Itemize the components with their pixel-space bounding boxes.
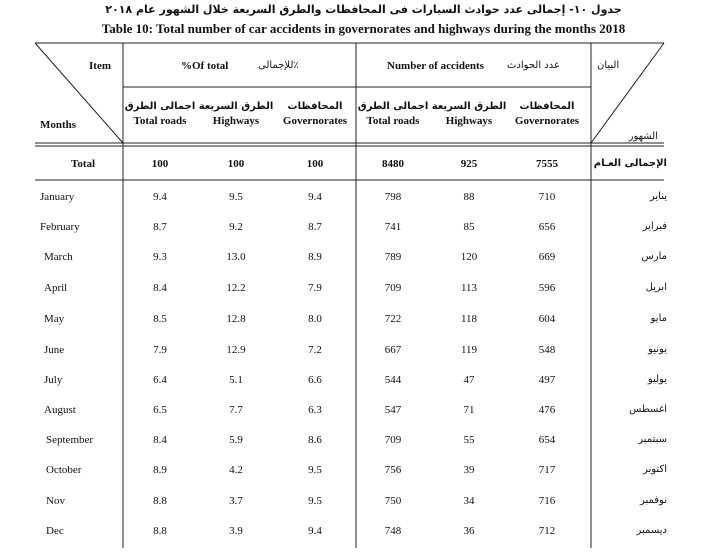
table-title-arabic: جدول ١٠- إجمالى عدد حوادث السيارات فى المحافظات والطرق السريعة خلال الشهور عام ٢٠١٨ bbox=[105, 3, 622, 16]
cell-num-total: 741 bbox=[384, 221, 402, 233]
cell-pct-gov: 8.9 bbox=[308, 251, 322, 263]
cell-num-total: 547 bbox=[384, 404, 402, 416]
cell-num-total: 798 bbox=[384, 191, 402, 203]
cell-num-highways: 118 bbox=[460, 313, 478, 325]
month-label-en: January bbox=[40, 191, 75, 203]
cell-num-gov: 716 bbox=[538, 495, 556, 507]
subheader-pct-total-ar: اجمالى الطرق bbox=[124, 101, 196, 112]
total-pct-total: 100 bbox=[151, 158, 169, 170]
cell-pct-gov: 7.9 bbox=[308, 282, 322, 294]
month-label-en: March bbox=[44, 251, 73, 263]
cell-pct-highways: 4.2 bbox=[229, 464, 243, 476]
cell-pct-total: 8.4 bbox=[153, 282, 167, 294]
cell-num-highways: 88 bbox=[463, 191, 475, 203]
cell-num-total: 709 bbox=[384, 282, 402, 294]
cell-num-highways: 71 bbox=[463, 404, 475, 416]
table-title-english: Table 10: Total number of car accidents in governorates and highways during the months 2018 bbox=[101, 21, 626, 36]
cell-num-highways: 119 bbox=[460, 344, 478, 356]
month-label-ar: ابريل bbox=[645, 282, 667, 293]
total-num-total: 8480 bbox=[382, 158, 404, 170]
month-label-ar: يوليو bbox=[647, 374, 667, 385]
cell-pct-gov: 9.4 bbox=[308, 525, 322, 537]
cell-num-gov: 476 bbox=[538, 404, 556, 416]
month-label-en: May bbox=[44, 313, 65, 325]
cell-pct-highways: 12.8 bbox=[226, 313, 246, 325]
total-label-en: Total bbox=[71, 158, 96, 170]
cell-pct-total: 8.7 bbox=[153, 221, 167, 233]
cell-num-total: 789 bbox=[384, 251, 402, 263]
subheader-pct-highways bbox=[199, 100, 274, 128]
cell-pct-highways: 13.0 bbox=[226, 251, 246, 263]
month-label-en: October bbox=[46, 464, 82, 476]
cell-num-highways: 47 bbox=[463, 374, 475, 386]
cell-num-total: 544 bbox=[384, 374, 402, 386]
cell-num-gov: 712 bbox=[538, 525, 556, 537]
month-label-ar: فبراير bbox=[642, 221, 667, 232]
subheader-num-highways bbox=[432, 100, 507, 128]
cell-num-total: 750 bbox=[384, 495, 402, 507]
cell-pct-highways: 5.1 bbox=[229, 374, 243, 386]
month-label-ar: ديسمبر bbox=[636, 525, 667, 536]
subheader-pct-gov-ar: المحافظات bbox=[287, 101, 343, 112]
month-label-en: September bbox=[46, 434, 94, 446]
cell-num-highways: 36 bbox=[463, 525, 475, 537]
cell-pct-total: 6.5 bbox=[153, 404, 167, 416]
header-bayan-ar: البيان bbox=[597, 60, 620, 71]
cell-num-gov: 548 bbox=[538, 344, 556, 356]
header-num-group-en: Number of accidents bbox=[387, 60, 484, 72]
month-label-en: April bbox=[44, 282, 68, 294]
subheader-num-gov-en: Governorates bbox=[514, 115, 580, 127]
cell-pct-total: 8.4 bbox=[153, 434, 167, 446]
cell-pct-gov: 9.4 bbox=[308, 191, 322, 203]
header-shohour-ar: الشهور bbox=[628, 131, 658, 142]
cell-num-gov: 604 bbox=[538, 313, 556, 325]
month-label-ar: اغسطس bbox=[629, 404, 667, 415]
header-months: Months bbox=[40, 119, 77, 131]
month-label-ar: سبتمبر bbox=[638, 434, 667, 445]
cell-pct-highways: 12.2 bbox=[226, 282, 246, 294]
cell-pct-gov: 8.0 bbox=[308, 313, 322, 325]
total-num-highways: 925 bbox=[460, 158, 478, 170]
cell-num-gov: 654 bbox=[538, 434, 556, 446]
cell-pct-total: 9.4 bbox=[153, 191, 167, 203]
cell-num-gov: 656 bbox=[538, 221, 556, 233]
month-label-ar: نوفمبر bbox=[639, 495, 667, 506]
cell-pct-gov: 9.5 bbox=[308, 464, 322, 476]
subheader-num-gov bbox=[515, 100, 579, 128]
cell-num-gov: 596 bbox=[538, 282, 556, 294]
month-label-en: June bbox=[44, 344, 65, 356]
cell-num-gov: 669 bbox=[538, 251, 556, 263]
subheader-pct-highways-en: Highways bbox=[212, 115, 260, 127]
month-label-ar: مارس bbox=[641, 251, 667, 262]
cell-pct-total: 8.8 bbox=[153, 495, 167, 507]
month-label-en: Dec bbox=[46, 525, 64, 537]
subheader-num-total-ar: اجمالى الطرق bbox=[357, 101, 429, 112]
subheader-pct-total bbox=[125, 100, 196, 128]
cell-pct-gov: 8.6 bbox=[308, 434, 322, 446]
cell-num-highways: 120 bbox=[460, 251, 478, 263]
cell-num-total: 756 bbox=[384, 464, 402, 476]
cell-pct-gov: 7.2 bbox=[308, 344, 322, 356]
total-label-ar: الإجمالى العـام bbox=[593, 158, 667, 169]
cell-num-highways: 39 bbox=[463, 464, 475, 476]
cell-num-highways: 85 bbox=[463, 221, 475, 233]
header-item: Item bbox=[89, 60, 111, 72]
header-num-group-ar: عدد الحوادث bbox=[507, 60, 560, 71]
cell-pct-highways: 7.7 bbox=[229, 404, 243, 416]
subheader-pct-gov bbox=[283, 100, 347, 128]
cell-num-highways: 113 bbox=[460, 282, 478, 294]
cell-pct-total: 8.8 bbox=[153, 525, 167, 537]
subheader-num-highways-ar: الطرق السريعة bbox=[431, 101, 507, 112]
cell-pct-total: 8.5 bbox=[153, 313, 167, 325]
cell-pct-total: 8.9 bbox=[153, 464, 167, 476]
subheader-num-total-en: Total roads bbox=[366, 115, 420, 127]
cell-num-total: 709 bbox=[384, 434, 402, 446]
cell-num-highways: 34 bbox=[463, 495, 475, 507]
month-label-en: February bbox=[40, 221, 80, 233]
subheader-num-gov-ar: المحافظات bbox=[519, 101, 575, 112]
cell-pct-highways: 9.2 bbox=[229, 221, 243, 233]
cell-num-total: 748 bbox=[384, 525, 402, 537]
cell-pct-highways: 5.9 bbox=[229, 434, 243, 446]
month-label-en: Nov bbox=[46, 495, 65, 507]
cell-pct-gov: 6.6 bbox=[308, 374, 322, 386]
cell-pct-highways: 3.9 bbox=[229, 525, 243, 537]
cell-num-gov: 497 bbox=[538, 374, 556, 386]
cell-num-total: 667 bbox=[384, 344, 402, 356]
cell-pct-gov: 9.5 bbox=[308, 495, 322, 507]
header-pct-group-ar: ٪للإجمالى bbox=[258, 60, 299, 71]
cell-pct-highways: 9.5 bbox=[229, 191, 243, 203]
month-label-en: July bbox=[44, 374, 63, 386]
total-pct-highways: 100 bbox=[227, 158, 245, 170]
subheader-pct-highways-ar: الطرق السريعة bbox=[198, 101, 274, 112]
cell-num-gov: 710 bbox=[538, 191, 556, 203]
cell-pct-total: 7.9 bbox=[153, 344, 167, 356]
month-label-ar: يونيو bbox=[648, 344, 667, 355]
cell-pct-highways: 3.7 bbox=[229, 495, 243, 507]
month-label-ar: يناير bbox=[649, 191, 667, 202]
header-pct-group-en: %Of total bbox=[181, 60, 229, 72]
cell-num-gov: 717 bbox=[538, 464, 556, 476]
cell-pct-total: 9.3 bbox=[153, 251, 167, 263]
total-pct-gov: 100 bbox=[306, 158, 324, 170]
subheader-pct-gov-en: Governorates bbox=[282, 115, 348, 127]
month-label-en: August bbox=[44, 404, 76, 416]
cell-pct-highways: 12.9 bbox=[226, 344, 246, 356]
month-label-ar: مايو bbox=[650, 313, 667, 324]
subheader-num-total bbox=[358, 100, 429, 128]
subheader-pct-total-en: Total roads bbox=[133, 115, 187, 127]
cell-num-highways: 55 bbox=[463, 434, 475, 446]
cell-pct-gov: 6.3 bbox=[308, 404, 322, 416]
cell-pct-gov: 8.7 bbox=[308, 221, 322, 233]
total-num-gov: 7555 bbox=[536, 158, 558, 170]
subheader-num-highways-en: Highways bbox=[445, 115, 493, 127]
cell-num-total: 722 bbox=[384, 313, 402, 325]
cell-pct-total: 6.4 bbox=[153, 374, 167, 386]
month-label-ar: اكتوبر bbox=[642, 464, 667, 475]
